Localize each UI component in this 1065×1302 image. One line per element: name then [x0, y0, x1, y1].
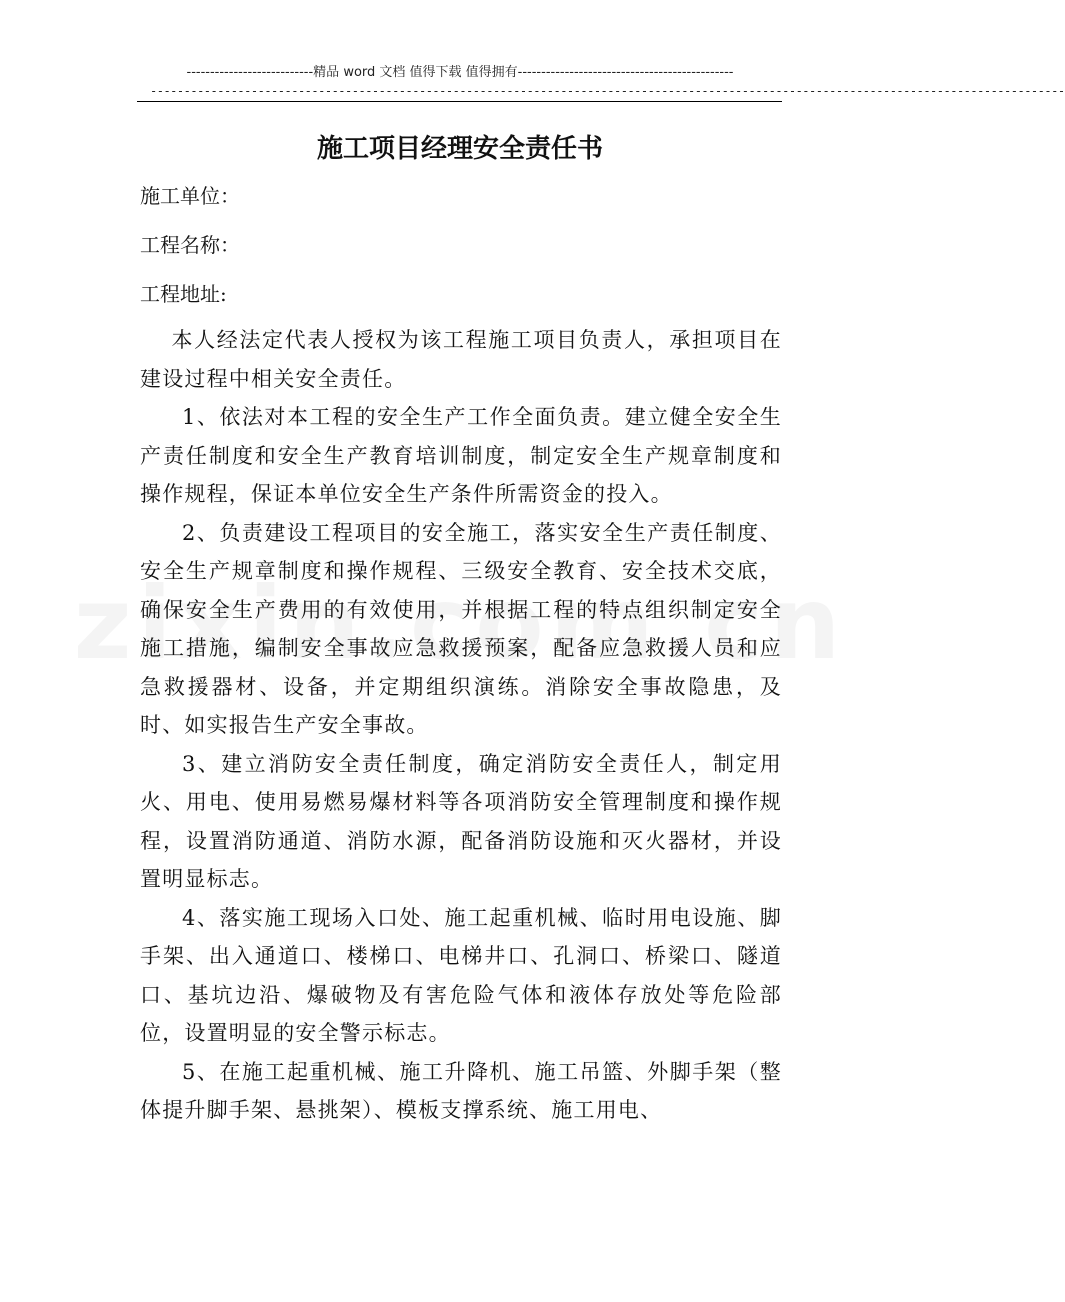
item-paragraph-2: 2、负责建设工程项目的安全施工，落实安全生产责任制度、安全生产规章制度和操作规程、三级安全教育、安全技术交底，确保安全生产费用的有效使用，并根据工程的特点组织制定安全施工措施，编制安全事故应急救援预案，配备应急救援人员和应急救援器材、设备，并定期组织演练。消除安全事故隐患，及时、如实报告生产安全事故。: [140, 520, 782, 737]
header-banner: ---------------------------精品 word 文档 值得下载 值得拥有----------------------------------------------: [186, 65, 734, 80]
field-project-name: 工程名称：: [140, 233, 240, 257]
intro-paragraph: 本人经法定代表人授权为该工程施工项目负责人，承担项目在建设过程中相关安全责任。: [140, 328, 782, 391]
item-paragraph-5: 5、在施工起重机械、施工升降机、施工吊篮、外脚手架（整体提升脚手架、悬挑架）、模板支撑系统、施工用电、: [140, 1059, 782, 1122]
field-project-address: 工程地址:: [140, 282, 227, 306]
document-title: 施工项目经理安全责任书: [316, 134, 603, 164]
field-construction-unit: 施工单位：: [140, 184, 240, 208]
item-paragraph-4: 4、落实施工现场入口处、施工起重机械、临时用电设施、脚手架、出入通道口、楼梯口、电梯井口、孔洞口、桥梁口、隧道口、基坑边沿、爆破物及有害危险气体和液体存放处等危险部位，设置明显的安全警示标志。: [140, 905, 782, 1045]
item-paragraph-1: 1、依法对本工程的安全生产工作全面负责。建立健全安全生产责任制度和安全生产教育培训制度，制定安全生产规章制度和操作规程，保证本单位安全生产条件所需资金的投入。: [140, 405, 782, 506]
document-body: [140, 321, 782, 1130]
header-dashes: ----------------------------------------------------------------------------------------------------------------------------------------: [150, 84, 1065, 98]
item-paragraph-3: 3、建立消防安全责任制度，确定消防安全责任人，制定用火、用电、使用易燃易爆材料等各项消防安全管理制度和操作规程，设置消防通道、消防水源，配备消防设施和灭火器材，并设置明显标志。: [140, 751, 782, 891]
header-rule: [137, 101, 782, 102]
